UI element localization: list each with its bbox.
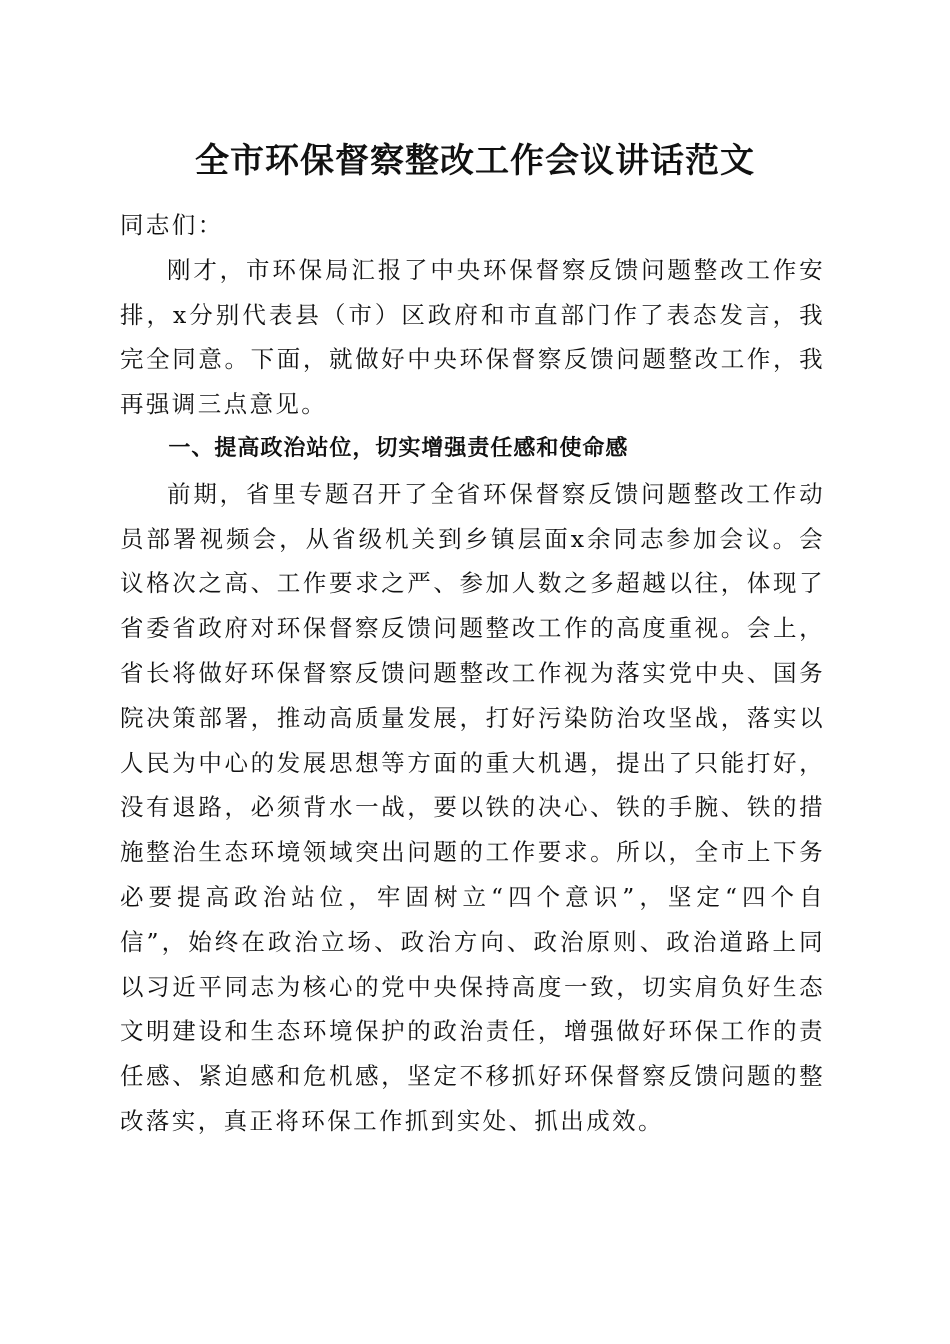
document-title: 全市环保督察整改工作会议讲话范文 [195,141,755,181]
salutation: 同志们： [120,211,224,239]
document-body [120,203,825,1144]
intro-paragraph: 刚才，市环保局汇报了中央环保督察反馈问题整改工作安排，x分别代表县（市）区政府和市直部门作了表态发言，我完全同意。下面，就做好中央环保督察反馈问题整改工作，我再强调三点意见。 [120,255,825,419]
section-1-paragraph: 前期，省里专题召开了全省环保督察反馈问题整改工作动员部署视频会，从省级机关到乡镇层面x余同志参加会议。会议格次之高、工作要求之严、参加人数之多超越以往，体现了省委省政府对环保督察反馈问题整改工作的高度重视。会上，省长将做好环保督察反馈问题整改工作视为落实党中央、国务院决策部署，推动高质量发展，打好污染防治攻坚战，落实以人民为中心的发展思想等方面的重大机遇，提出了只能打好，没有退路，必须背水一战，要以铁的决心、铁的手腕、铁的措施整治生态环境领域突出问题的工作要求。所以，全市上下务必要提高政治站位，牢固树立“四个意识”，坚定“四个自信”，始终在政治立场、政治方向、政治原则、政治道路上同以习近平同志为核心的党中央保持高度一致，切实肩负好生态文明建设和生态环境保护的政治责任，增强做好环保工作的责任感、紧迫感和危机感，坚定不移抓好环保督察反馈问题的整改落实，真正将环保工作抓到实处、抓出成效。 [120,479,825,1135]
section-1-heading: 一、提高政治站位，切实增强责任感和使命感 [168,435,629,461]
